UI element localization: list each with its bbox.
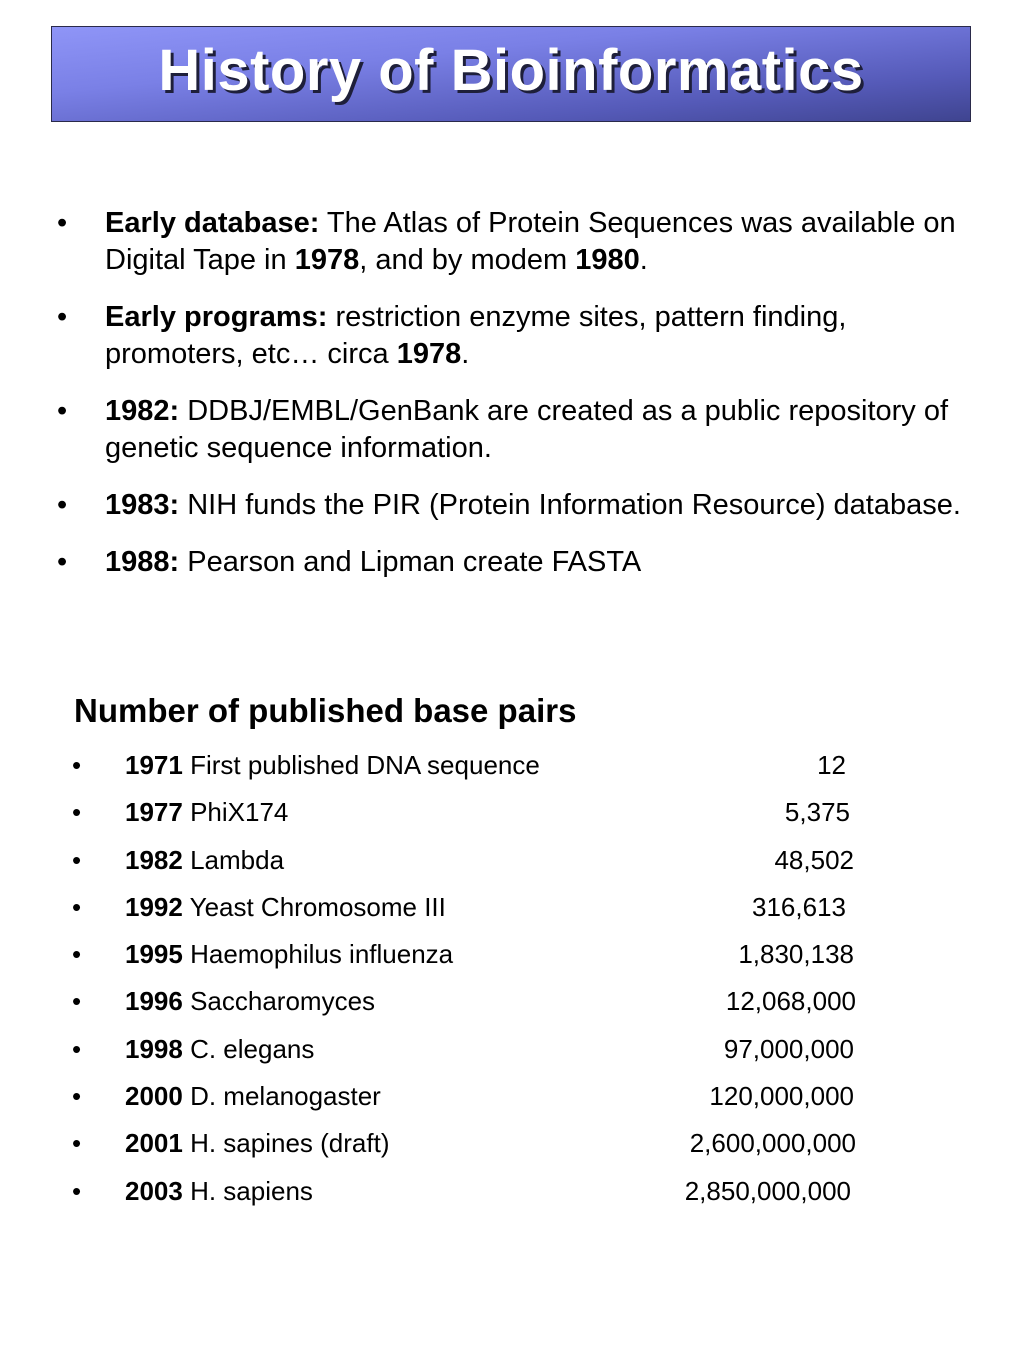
base-pairs-count: 120,000,000 xyxy=(709,1081,854,1112)
base-pairs-organism: Saccharomyces xyxy=(190,986,376,1017)
bullet-icon: • xyxy=(72,750,82,780)
base-pairs-organism: H. sapiens xyxy=(190,1175,313,1206)
title-banner xyxy=(51,26,971,122)
base-pairs-count: 97,000,000 xyxy=(723,1033,854,1064)
base-pairs-count: 12 xyxy=(817,750,846,780)
base-pairs-heading: Number of published base pairs xyxy=(74,692,577,729)
base-pairs-row xyxy=(72,934,872,981)
base-pairs-organism: Lambda xyxy=(190,844,285,875)
base-pairs-label xyxy=(125,745,540,785)
bullet-icon: • xyxy=(72,844,82,875)
base-pairs-year: 1977 xyxy=(125,797,183,828)
base-pairs-label xyxy=(125,840,284,880)
base-pairs-count: 316,613 xyxy=(752,891,846,922)
base-pairs-count: 48,502 xyxy=(774,844,854,875)
bullet-icon: • xyxy=(72,939,82,970)
history-item-text: The Atlas of Protein Sequences was available on Digital Tape in xyxy=(105,207,956,276)
base-pairs-row xyxy=(72,745,872,792)
bullet-icon: • xyxy=(72,1128,82,1159)
base-pairs-label xyxy=(125,792,288,832)
base-pairs-label xyxy=(125,887,446,927)
base-pairs-year: 1995 xyxy=(125,939,183,970)
history-item-1988 xyxy=(57,544,967,581)
history-item-text: . xyxy=(639,244,648,276)
base-pairs-row xyxy=(72,792,872,839)
history-item-label: 1988: xyxy=(105,546,180,578)
base-pairs-row xyxy=(72,981,872,1028)
base-pairs-count: 2,850,000,000 xyxy=(684,1175,851,1206)
bullet-icon: • xyxy=(72,1033,82,1064)
bullet-icon: • xyxy=(57,489,68,521)
history-item-text: DDBJ/EMBL/GenBank are created as a public repository of genetic sequence information. xyxy=(105,395,949,464)
base-pairs-count: 5,375 xyxy=(784,797,850,828)
bullet-icon: • xyxy=(72,1081,82,1112)
bullet-icon: • xyxy=(72,797,82,828)
base-pairs-label xyxy=(125,1076,381,1116)
history-list xyxy=(57,205,967,601)
history-item-text: . xyxy=(461,338,470,370)
history-item-1983 xyxy=(57,487,967,524)
base-pairs-row xyxy=(72,1076,872,1123)
base-pairs-organism: Haemophilus influenza xyxy=(190,939,454,970)
base-pairs-list xyxy=(72,745,872,1218)
history-item-early-database xyxy=(57,205,967,279)
bullet-icon: • xyxy=(72,891,82,922)
base-pairs-organism: First published DNA sequence xyxy=(190,750,540,780)
base-pairs-label xyxy=(125,934,453,974)
history-item-label: Early programs: xyxy=(105,301,328,333)
base-pairs-year: 1998 xyxy=(125,1033,183,1064)
base-pairs-row xyxy=(72,887,872,934)
history-item-early-programs xyxy=(57,299,967,373)
base-pairs-row xyxy=(72,1171,872,1218)
base-pairs-organism: C. elegans xyxy=(190,1033,315,1064)
base-pairs-count: 2,600,000,000 xyxy=(689,1128,856,1159)
bullet-icon: • xyxy=(57,395,68,427)
bullet-icon: • xyxy=(72,986,82,1017)
page-title: History of Bioinformatics xyxy=(158,37,864,103)
base-pairs-year: 2000 xyxy=(125,1081,183,1112)
history-item-year: 1978 xyxy=(294,244,360,276)
bullet-icon: • xyxy=(57,301,68,333)
base-pairs-year: 1982 xyxy=(125,844,183,875)
base-pairs-organism: Yeast Chromosome III xyxy=(189,891,446,922)
history-item-1982 xyxy=(57,393,967,467)
base-pairs-label xyxy=(125,1171,313,1211)
base-pairs-organism: H. sapines (draft) xyxy=(190,1128,390,1159)
base-pairs-row xyxy=(72,840,872,887)
base-pairs-label xyxy=(125,1029,314,1069)
base-pairs-count: 1,830,138 xyxy=(738,939,854,970)
history-item-year: 1980 xyxy=(575,244,640,276)
base-pairs-year: 2001 xyxy=(125,1128,183,1159)
history-item-label: 1983: xyxy=(105,489,180,521)
base-pairs-year: 2003 xyxy=(125,1175,183,1206)
base-pairs-year: 1992 xyxy=(125,891,183,922)
base-pairs-organism: PhiX174 xyxy=(190,797,289,828)
history-item-text: NIH funds the PIR (Protein Information Resource) database. xyxy=(179,489,961,521)
base-pairs-row xyxy=(72,1123,872,1170)
history-item-label: 1982: xyxy=(105,395,180,427)
bullet-icon: • xyxy=(57,546,68,578)
history-item-text: restriction enzyme sites, pattern finding, promoters, etc… circa xyxy=(105,301,847,370)
history-item-year: 1978 xyxy=(396,338,462,370)
base-pairs-row xyxy=(72,1029,872,1076)
base-pairs-label xyxy=(125,1123,389,1163)
base-pairs-organism: D. melanogaster xyxy=(190,1081,381,1112)
base-pairs-count: 12,068,000 xyxy=(725,986,856,1017)
base-pairs-label xyxy=(125,981,375,1021)
history-item-label: Early database: xyxy=(105,207,320,239)
bullet-icon: • xyxy=(57,207,68,239)
base-pairs-year: 1996 xyxy=(125,986,183,1017)
history-item-text: Pearson and Lipman create FASTA xyxy=(179,546,642,578)
base-pairs-year: 1971 xyxy=(125,750,183,780)
bullet-icon: • xyxy=(72,1175,82,1206)
history-item-text: , and by modem xyxy=(359,244,576,276)
